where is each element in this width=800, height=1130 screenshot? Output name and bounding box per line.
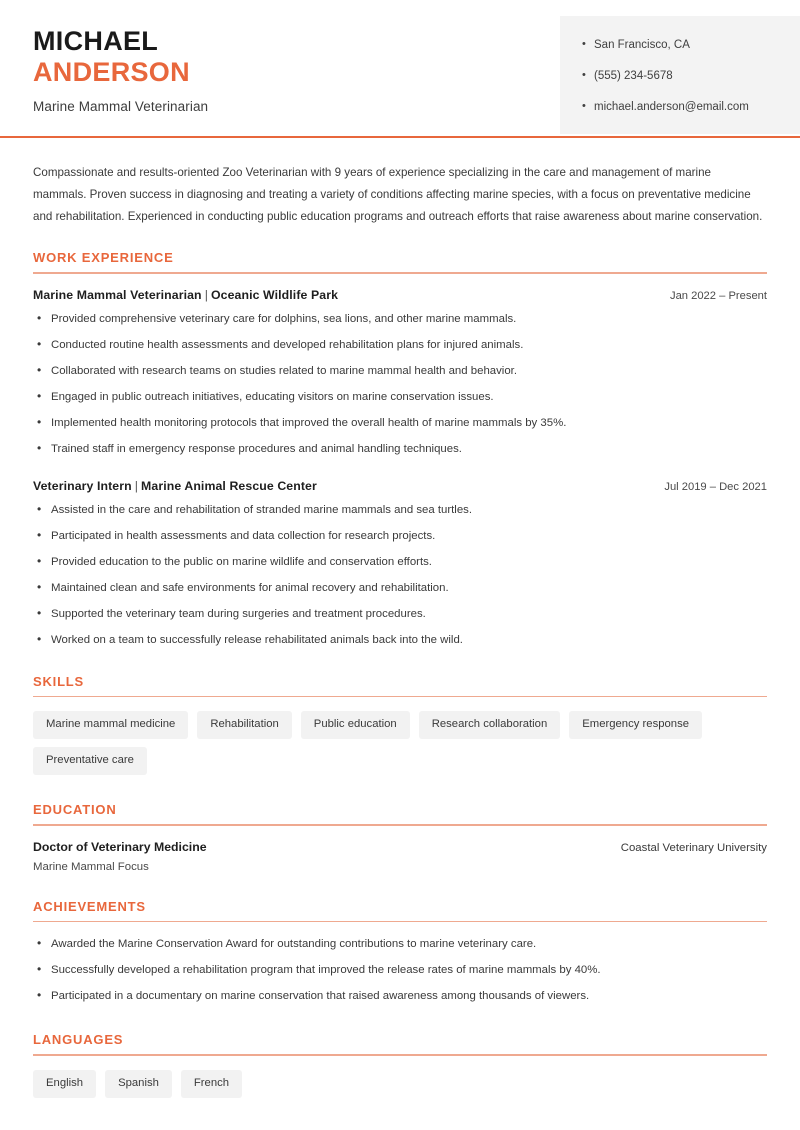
experience-role: Marine Mammal Veterinarian <box>33 287 202 302</box>
section-achievements <box>33 899 767 1005</box>
skill-chip: Emergency response <box>569 711 702 739</box>
experience-bullet: • Conducted routine health assessments and developed rehabilitation plans for injured animals. <box>33 337 767 353</box>
section-underline <box>33 272 767 274</box>
education-focus: Marine Mammal Focus <box>33 860 149 873</box>
resume-header <box>0 0 800 136</box>
contact-box <box>560 16 800 134</box>
skill-chip: Preventative care <box>33 747 147 775</box>
experience-bullet: • Collaborated with research teams on studies related to marine mammal health and behavior. <box>33 363 767 379</box>
professional-summary: Compassionate and results-oriented Zoo Veterinarian with 9 years of experience specializing in the care and management of marine mammals. Proven success in diagnosing and treating a variety of conditions affecting marine species, with a focus on preventative medicine and rehabilitation. Experienced in conducting public education programs and outreach efforts that raise awareness about marine conservation. <box>33 166 763 223</box>
section-work-experience <box>33 250 767 648</box>
skill-chip: Research collaboration <box>419 711 561 739</box>
experience-bullet: • Trained staff in emergency response procedures and animal handling techniques. <box>33 441 767 457</box>
resume-content <box>0 136 800 1098</box>
contact-email: • michael.anderson@email.com <box>582 100 782 114</box>
section-title-work-experience: WORK EXPERIENCE <box>33 250 174 265</box>
experience-role: Veterinary Intern <box>33 478 132 493</box>
experience-bullet: • Worked on a team to successfully release rehabilitated animals back into the wild. <box>33 632 767 648</box>
experience-company: Oceanic Wildlife Park <box>210 287 339 302</box>
section-title-skills: SKILLS <box>33 673 85 689</box>
education-degree: Doctor of Veterinary Medicine <box>33 839 207 854</box>
education-entry <box>33 840 767 873</box>
experience-company: Marine Animal Rescue Center <box>141 478 317 493</box>
experience-entry-header <box>33 479 767 493</box>
skill-chip: Marine mammal medicine <box>33 711 188 739</box>
achievement-bullet: • Participated in a documentary on marine conservation that raised awareness among thousands of viewers. <box>33 988 767 1004</box>
achievement-bullet: • Successfully developed a rehabilitation program that improved the release rates of marine mammals by 40%. <box>33 962 767 978</box>
experience-bullet: • Assisted in the care and rehabilitation of stranded marine mammals and sea turtles. <box>33 502 767 518</box>
experience-entry <box>33 288 767 457</box>
achievements-bullets <box>33 936 767 1004</box>
header-identity <box>0 0 208 114</box>
skills-chip-list <box>33 711 767 775</box>
experience-bullet: • Maintained clean and safe environments for animal recovery and rehabilitation. <box>33 580 767 596</box>
section-title-languages: LANGUAGES <box>33 1032 124 1047</box>
education-entry-header <box>33 840 767 854</box>
experience-bullets <box>33 502 767 648</box>
experience-bullet: • Provided education to the public on marine wildlife and conservation efforts. <box>33 554 767 570</box>
section-underline <box>33 824 767 826</box>
experience-bullet: • Provided comprehensive veterinary care for dolphins, sea lions, and other marine mammals. <box>33 311 767 327</box>
experience-entry-header <box>33 288 767 302</box>
section-underline <box>33 921 767 923</box>
first-name: MICHAEL <box>33 26 159 56</box>
language-chip: English <box>33 1070 96 1098</box>
title-separator: | <box>204 287 208 302</box>
experience-bullet: • Implemented health monitoring protocols that improved the overall health of marine mammals by 35%. <box>33 415 767 431</box>
experience-date: Jan 2022 – Present <box>669 289 767 302</box>
experience-bullet: • Participated in health assessments and data collection for research projects. <box>33 528 767 544</box>
section-underline <box>33 1054 767 1056</box>
language-chip: French <box>181 1070 242 1098</box>
education-school: Coastal Veterinary University <box>620 841 767 854</box>
header-job-title: Marine Mammal Veterinarian <box>33 99 209 114</box>
experience-bullet: • Engaged in public outreach initiatives, educating visitors on marine conservation issues. <box>33 389 767 405</box>
experience-bullet: • Supported the veterinary team during surgeries and treatment procedures. <box>33 606 767 622</box>
skill-chip: Public education <box>301 711 410 739</box>
contact-location: • San Francisco, CA <box>582 38 782 52</box>
achievement-bullet: • Awarded the Marine Conservation Award for outstanding contributions to marine veterinary care. <box>33 936 767 952</box>
last-name: ANDERSON <box>33 57 190 87</box>
skill-chip: Rehabilitation <box>197 711 291 739</box>
section-title-education: EDUCATION <box>33 802 117 817</box>
section-underline <box>33 696 767 698</box>
section-languages <box>33 1032 767 1098</box>
language-chip: Spanish <box>105 1070 172 1098</box>
title-separator: | <box>134 478 139 493</box>
experience-bullets <box>33 311 767 457</box>
experience-date: Jul 2019 – Dec 2021 <box>664 480 767 493</box>
section-title-achievements: ACHIEVEMENTS <box>33 898 146 914</box>
section-skills <box>33 674 767 776</box>
experience-entry-title <box>33 479 317 493</box>
contact-phone: • (555) 234-5678 <box>582 69 782 83</box>
header-divider <box>0 136 800 138</box>
experience-entry-title <box>33 288 338 302</box>
languages-chip-list <box>33 1070 767 1098</box>
experience-entry <box>33 479 767 648</box>
contact-list <box>582 38 782 114</box>
section-education <box>33 802 767 873</box>
